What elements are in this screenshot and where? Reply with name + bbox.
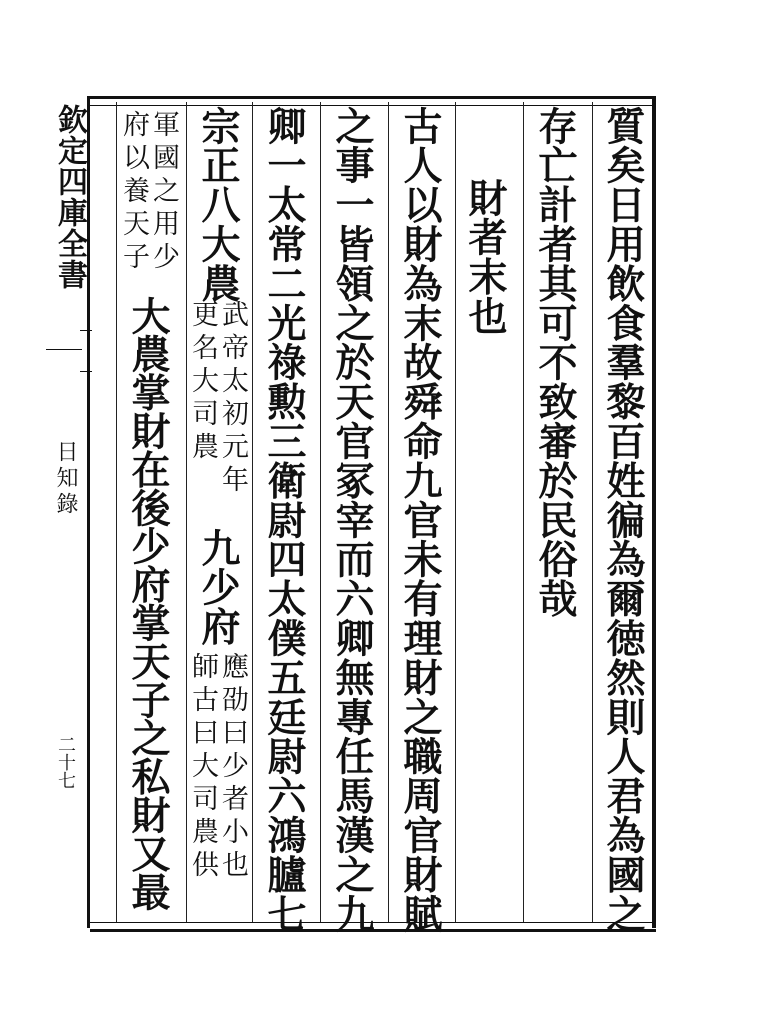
text-column-4: 古人以財為末故舜命九官未有理財之職周官財賦: [397, 106, 443, 934]
fish-tail-mark: [80, 330, 92, 372]
text-column-7-main-a: 宗正八大農: [195, 106, 241, 303]
annotation-8-left: 府以養天子: [118, 110, 149, 275]
column-rule: [455, 102, 456, 922]
text-column-8-main: 大農掌財在後少府掌天子之私財又最: [125, 296, 171, 911]
margin-book-title: 日知錄: [53, 440, 78, 518]
column-rule: [252, 102, 253, 922]
annotation-7-left: 更名大司農: [187, 300, 218, 465]
margin-page-number: 二十七: [55, 735, 76, 789]
text-column-3-heading: 財者末也: [462, 178, 508, 336]
column-rule: [320, 102, 321, 922]
annotation-8-right: 軍國之用少: [148, 110, 179, 275]
text-column-1: 質矣日用飲食羣黎百姓徧為爾徳然則人君為國之: [600, 106, 646, 934]
text-column-6: 卿一太常二光祿勲三衛尉四太僕五廷尉六鴻臚七: [261, 106, 307, 934]
text-column-5: 之事一皆領之於天官冢宰而六卿無專任馬漢之九: [329, 106, 375, 934]
column-rule: [592, 102, 593, 922]
annotation-7b-right: 應劭曰少者小也: [217, 652, 248, 883]
column-rule: [116, 102, 117, 922]
text-column-7-main-b: 九少府: [195, 528, 241, 647]
annotation-7-right: 武帝太初元年: [217, 300, 248, 498]
annotation-7b-left: 師古曰大司農供: [187, 652, 218, 883]
page-frame-right: [652, 96, 656, 928]
column-rule: [523, 102, 524, 922]
margin-title: 欽定四庫全書: [52, 104, 87, 290]
text-column-2: 存亡計者其可不致審於民俗哉: [532, 106, 578, 619]
column-rule: [388, 102, 389, 922]
page-frame-left: [87, 96, 90, 928]
page-frame-top: [90, 96, 656, 106]
